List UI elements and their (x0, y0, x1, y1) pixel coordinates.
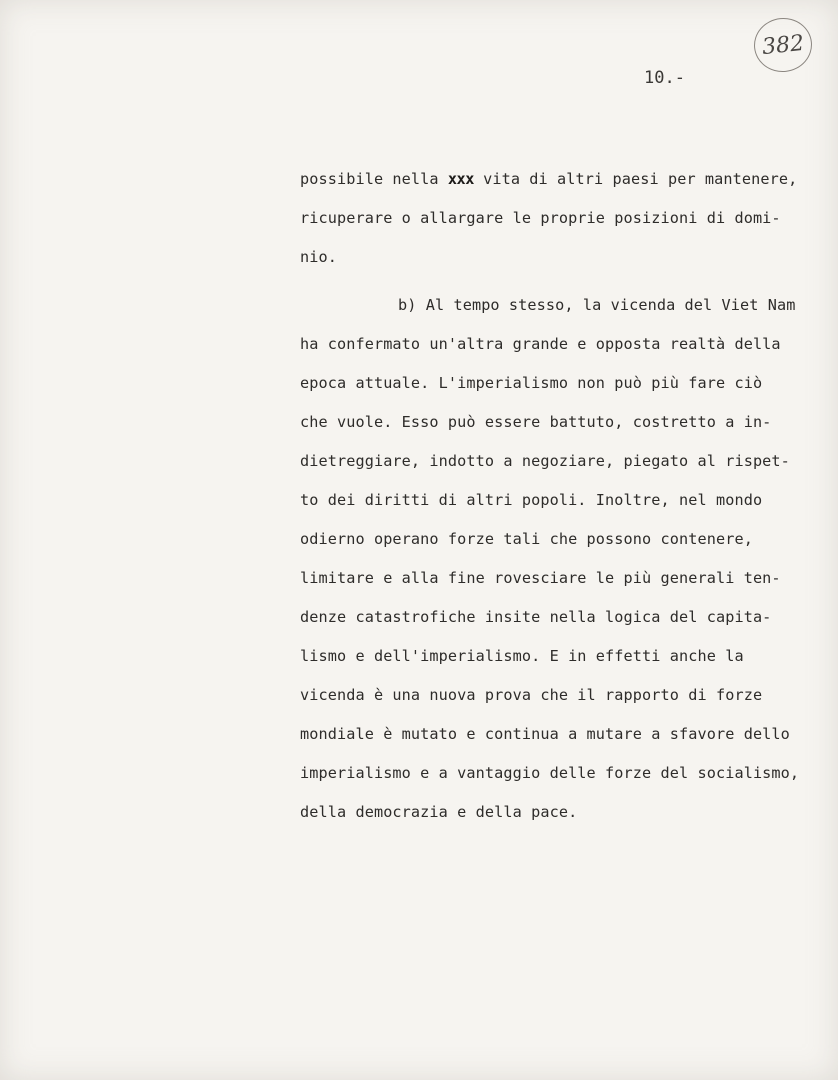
text-line: epoca attuale. L'imperialismo non può più fare ciò (300, 374, 763, 392)
text-line: ha confermato un'altra grande e opposta realtà della (300, 335, 781, 353)
text-line: della democrazia e della pace. (300, 803, 578, 821)
text-fragment: possibile nella (300, 170, 448, 188)
text-line: nio. (300, 248, 337, 266)
stamp-number: 382 (760, 30, 806, 60)
text-line: limitare e alla fine rovesciare le più generali ten- (300, 569, 781, 587)
text-line: odierno operano forze tali che possono contenere, (300, 530, 753, 548)
text-line: to dei diritti di altri popoli. Inoltre, nel mondo (300, 491, 763, 509)
text-line: ricuperare o allargare le proprie posizioni di domi- (300, 209, 781, 227)
text-line: vicenda è una nuova prova che il rapporto di forze (300, 686, 763, 704)
text-line: lismo e dell'imperialismo. E in effetti anche la (300, 647, 744, 665)
archive-page-stamp (751, 15, 814, 75)
paragraph-start-line: b) Al tempo stesso, la vicenda del Viet Nam (398, 296, 796, 314)
text-line: che vuole. Esso può essere battuto, costretto a in- (300, 413, 772, 431)
text-line: dietreggiare, indotto a negoziare, piegato al rispet- (300, 452, 790, 470)
text-line (300, 170, 797, 188)
page-number: 10.- (644, 68, 685, 88)
text-line: mondiale è mutato e continua a mutare a sfavore dello (300, 725, 790, 743)
text-fragment: vita di altri paesi per mantenere, (473, 170, 798, 188)
struck-out-text: xxx (447, 170, 474, 188)
text-line: imperialismo e a vantaggio delle forze del socialismo, (300, 764, 800, 782)
text-line: denze catastrofiche insite nella logica del capita- (300, 608, 772, 626)
